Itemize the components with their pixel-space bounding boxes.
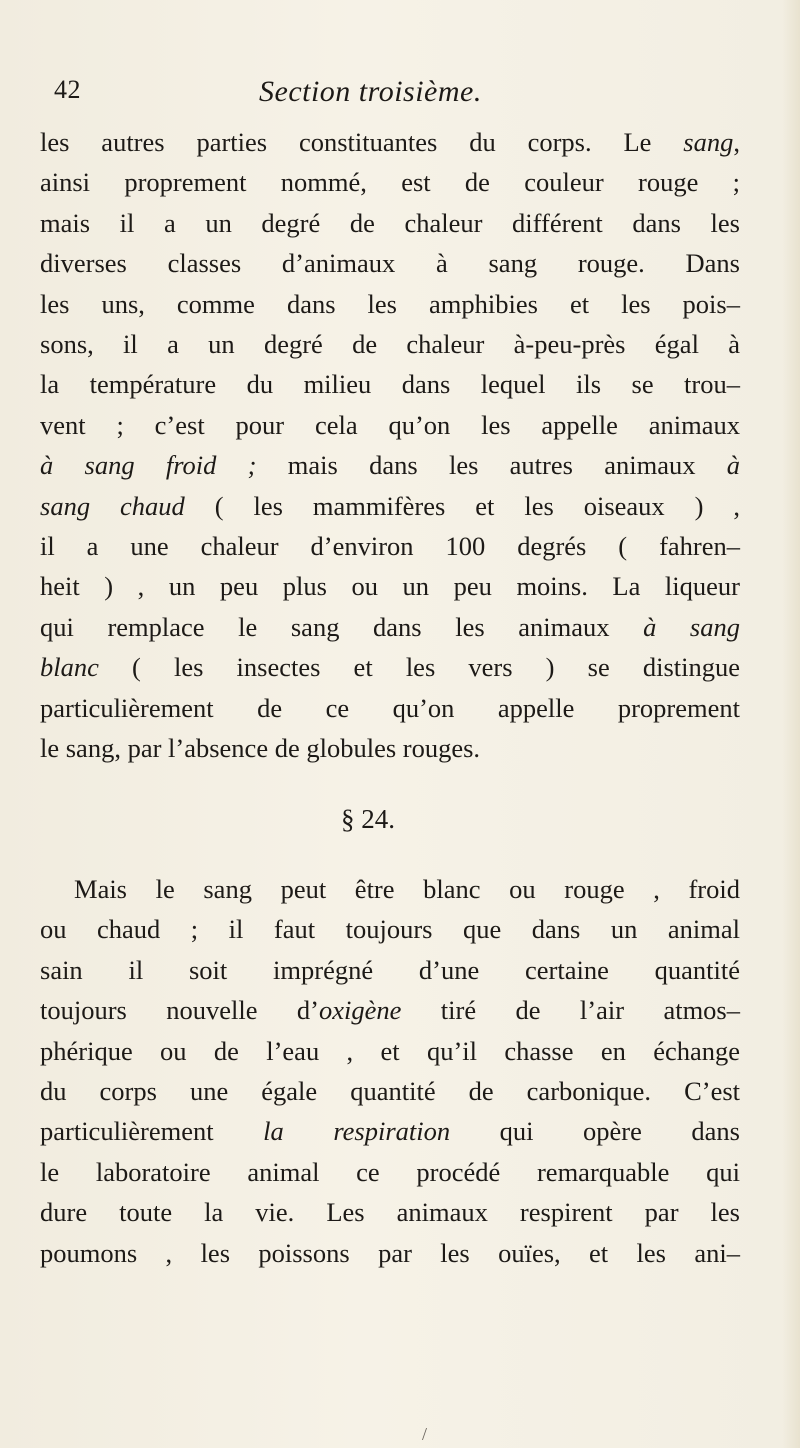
text-run: qui remplace le sang dans les animaux: [40, 611, 644, 642]
text-run: le laboratoire animal ce procédé remarquable qui: [40, 1156, 740, 1187]
italic-text-run: la respiration: [263, 1116, 451, 1147]
text-line: [40, 647, 740, 687]
text-run: particulièrement de ce qu’on appelle proprement: [40, 692, 740, 723]
text-line: [40, 1031, 740, 1071]
paragraph-2: [40, 869, 740, 1273]
text-run: toujours nouvelle d’: [40, 995, 319, 1026]
text-run: tiré de l’air atmos–: [401, 995, 740, 1026]
italic-text-run: sang: [683, 127, 734, 157]
text-line: [40, 284, 740, 324]
text-run: Mais le sang peut être blanc ou rouge , froid: [74, 873, 740, 904]
text-line: [40, 728, 740, 768]
text-run: ( les insectes et les vers ) se distingue: [98, 652, 740, 683]
text-line: [40, 869, 740, 909]
italic-text-run: à sang: [643, 611, 740, 642]
text-run: il a une chaleur d’environ 100 degrés ( fahren–: [40, 531, 740, 562]
italic-text-run: oxigène: [318, 995, 402, 1026]
text-line: [40, 909, 740, 949]
text-run: mais dans les autres animaux: [256, 450, 727, 481]
text-run: phérique ou de l’eau , et qu’il chasse en échange: [40, 1035, 740, 1066]
text-line: [40, 688, 740, 728]
text-run: ( les mammifères et les oiseaux ) ,: [184, 490, 741, 521]
text-line: [40, 162, 740, 202]
text-run: ,: [733, 127, 740, 157]
text-line: [40, 324, 740, 364]
text-line: [40, 1071, 740, 1111]
text-run: heit ) , un peu plus ou un peu moins. La liqueur: [40, 571, 740, 602]
text-run: sain il soit imprégné d’une certaine quantité: [40, 954, 740, 985]
text-line: [40, 1192, 740, 1232]
signature-mark: /: [422, 1424, 428, 1444]
text-run: dure toute la vie. Les animaux respirent par les: [40, 1197, 740, 1228]
text-run: qui opère dans: [450, 1116, 740, 1147]
text-line: [40, 566, 740, 606]
text-line: [40, 445, 740, 485]
text-run: ou chaud ; il faut toujours que dans un animal: [40, 914, 740, 945]
text-line: [40, 1111, 740, 1151]
text-run: la température du milieu dans lequel ils se trou–: [40, 369, 740, 400]
text-run: ainsi proprement nommé, est de couleur rouge ;: [40, 167, 740, 198]
running-title: Section troisième.: [259, 75, 482, 108]
body-text: [40, 122, 740, 1273]
italic-text-run: à: [726, 450, 740, 481]
text-line: [40, 364, 740, 404]
text-line: [40, 950, 740, 990]
page-header: [54, 75, 774, 115]
text-line: [40, 526, 740, 566]
text-run: du corps une égale quantité de carbonique. C’est: [40, 1075, 740, 1106]
text-run: particulièrement: [40, 1116, 264, 1147]
italic-text-run: à sang froid ;: [40, 450, 257, 481]
text-run: vent ; c’est pour cela qu’on les appelle animaux: [40, 409, 740, 440]
text-line: [40, 607, 740, 647]
section-mark: § 24.: [341, 803, 395, 834]
text-run: mais il a un degré de chaleur différent dans les: [40, 207, 740, 238]
text-line: [40, 203, 740, 243]
text-run: sons, il a un degré de chaleur à-peu-près égal à: [40, 329, 740, 360]
text-run: le sang, par l’absence de globules rouges.: [40, 733, 481, 764]
text-line: [40, 405, 740, 445]
text-line: [40, 1233, 740, 1273]
text-line: [40, 243, 740, 283]
paragraph-1: [40, 122, 740, 769]
text-line: [40, 1152, 740, 1192]
text-run: les autres parties constituantes du corps. Le: [40, 127, 684, 157]
page-edge-shadow: [782, 0, 800, 1448]
text-line: [40, 990, 740, 1030]
text-run: poumons , les poissons par les ouïes, et les ani–: [40, 1237, 740, 1268]
italic-text-run: blanc: [40, 652, 99, 683]
text-line: [40, 486, 740, 526]
italic-text-run: sang chaud: [40, 490, 185, 521]
text-line: [40, 122, 740, 162]
text-run: diverses classes d’animaux à sang rouge. Dans: [40, 248, 740, 279]
page-number: 42: [54, 75, 81, 104]
text-run: les uns, comme dans les amphibies et les pois–: [40, 288, 740, 319]
